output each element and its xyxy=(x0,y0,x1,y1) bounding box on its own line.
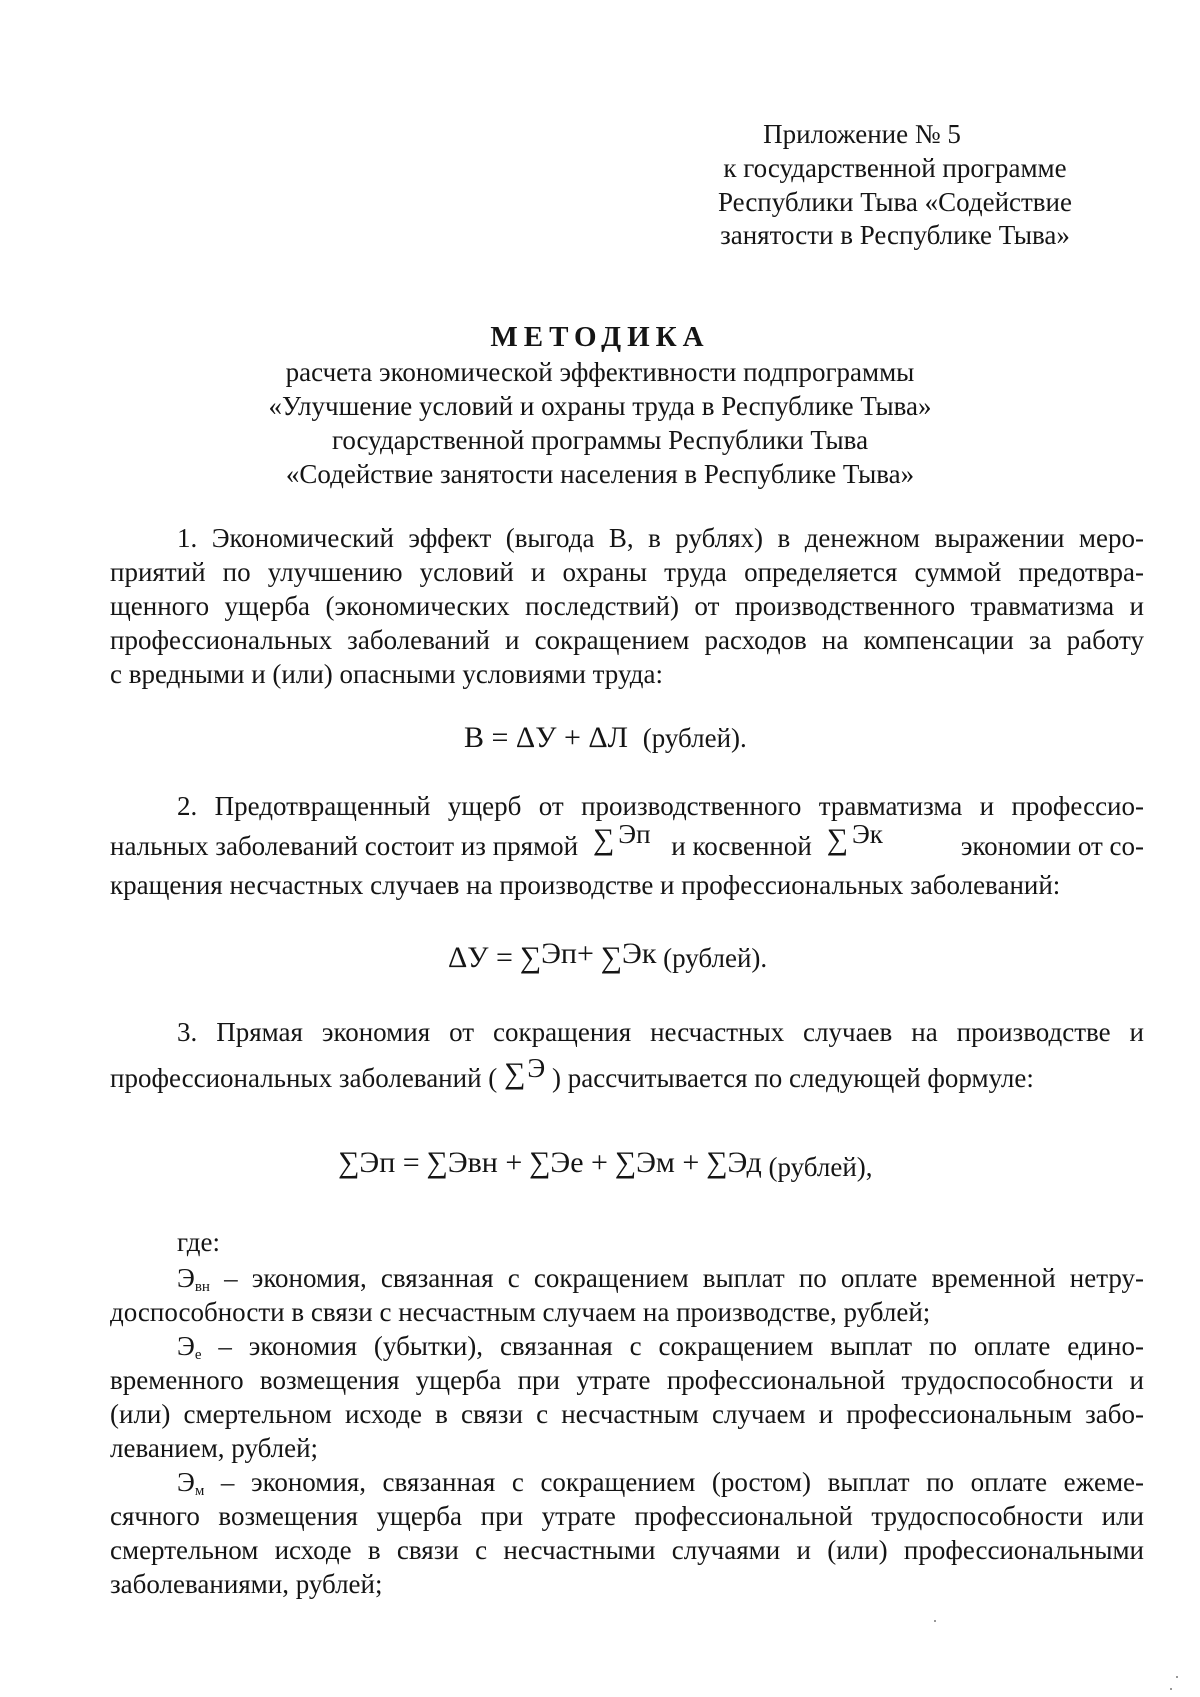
text-run: профессиональных заболеваний ( xyxy=(110,1063,498,1093)
sum-term: Э xyxy=(527,1053,546,1083)
symbol: $Э_м$ xyxy=(177,1467,205,1499)
sum-sign: ∑ xyxy=(706,1146,728,1179)
symbol: $Э_е$ xyxy=(177,1331,202,1363)
definition-line: (или) смертельном исходе в связи с несчастным случаем и профессиональным забо- xyxy=(110,1399,1144,1429)
formula-unit: (рублей). xyxy=(663,943,768,973)
sum-term: Эп = xyxy=(359,1146,420,1179)
formula-lhs: В = ΔУ + ΔЛ xyxy=(464,721,629,754)
paragraph-line: 3. Прямая экономия от сокращения несчастных случаев на производстве и xyxy=(177,1017,1144,1047)
title-heading: МЕТОДИКА xyxy=(490,321,710,353)
sum-term: Эд xyxy=(727,1146,762,1179)
symbol: $Э_{вн}$ xyxy=(177,1263,210,1295)
paragraph-line: с вредными и (или) опасными условиями труда: xyxy=(110,659,663,689)
sum-sign: ∑ xyxy=(826,823,848,856)
paragraph-line: кращения несчастных случаев на производстве и профессиональных заболеваний: xyxy=(110,870,1061,900)
definition-line: смертельном исходе в связи с несчастными случаями и (или) профессиональными xyxy=(110,1535,1144,1565)
sum-term: Эп+ xyxy=(541,937,594,970)
title-line: «Улучшение условий и охраны труда в Республике Тыва» xyxy=(268,391,932,421)
formula-prevented-damage xyxy=(448,937,768,974)
paragraph-line: приятий по улучшению условий и охраны труда определяется суммой предотвра- xyxy=(110,557,1144,587)
formula-direct-savings xyxy=(338,1146,873,1182)
definition-line: сячного возмещения ущерба при утрате профессиональной трудоспособности или xyxy=(110,1501,1144,1531)
sum-sign: ∑ xyxy=(614,1146,637,1179)
sum-term: Эк xyxy=(622,937,657,970)
definition-line: $Э_{вн}$ – экономия, связанная с сокращением выплат по оплате временной нетру- xyxy=(177,1263,1145,1295)
scan-speck xyxy=(1176,1676,1178,1678)
text-run: ) рассчитывается по следующей формуле: xyxy=(552,1063,1034,1093)
paragraph-line-with-sum xyxy=(110,1053,1034,1094)
definition-line: доспособности в связи с несчастным случаем на производстве, рублей; xyxy=(110,1297,931,1327)
paragraph-line: 1. Экономический эффект (выгода В, в рублях) в денежном выражении меро- xyxy=(177,523,1144,553)
text-run: и косвенной xyxy=(671,831,812,861)
sum-sign: ∑ xyxy=(519,941,542,974)
definition-line: $Э_е$ – экономия (убытки), связанная с сокращением выплат по оплате едино- xyxy=(177,1331,1145,1363)
paragraph-line-with-sums xyxy=(110,819,1144,862)
paragraph-line: щенного ущерба (экономических последствий) от производственного травматизма и xyxy=(110,591,1144,621)
text-run: экономии от со- xyxy=(960,831,1144,861)
sum-sign: ∑ xyxy=(338,1146,360,1179)
text-run: нальных заболеваний состоит из прямой xyxy=(110,831,579,861)
appendix-line: к государственной программе xyxy=(723,153,1067,183)
title-line: государственной программы Республики Тыва xyxy=(331,425,869,455)
formula-benefit xyxy=(464,722,747,754)
appendix-line: занятости в Республике Тыва» xyxy=(720,220,1070,250)
where-label: где: xyxy=(177,1227,220,1257)
sum-sign: ∑ xyxy=(592,823,615,856)
sum-sign: ∑ xyxy=(600,941,623,974)
appendix-line: Республики Тыва «Содействие xyxy=(718,187,1072,217)
definition-line: временного возмещения ущерба при утрате профессиональной трудоспособности и xyxy=(110,1365,1144,1395)
title-line: расчета экономической эффективности подпрограммы xyxy=(285,357,915,387)
title-line: «Содействие занятости населения в Республике Тыва» xyxy=(285,459,915,489)
sum-term: Эк xyxy=(851,819,883,849)
definition-line: леванием, рублей; xyxy=(110,1433,319,1463)
sum-term: Эм + xyxy=(636,1146,700,1179)
appendix-number: Приложение № 5 xyxy=(763,119,961,149)
formula-lhs: ΔУ = xyxy=(448,941,513,974)
formula-unit: (рублей). xyxy=(642,723,747,753)
sum-sign: ∑ xyxy=(426,1146,448,1179)
definition-line: $Э_м$ – экономия, связанная с сокращением (ростом) выплат по оплате ежеме- xyxy=(177,1467,1145,1499)
paragraph-line: 2. Предотвращенный ущерб от производственного травматизма и профессио- xyxy=(177,791,1144,821)
sum-sign: ∑ xyxy=(529,1146,551,1179)
definition-line: заболеваниями, рублей; xyxy=(110,1569,383,1599)
scan-speck xyxy=(934,1620,936,1622)
formula-unit: (рублей), xyxy=(768,1152,873,1182)
scan-speck xyxy=(1170,1688,1172,1690)
sum-term: Эп xyxy=(618,819,651,849)
sum-sign: ∑ xyxy=(504,1057,526,1090)
paragraph-line: профессиональных заболеваний и сокращением расходов на компенсации за работу xyxy=(110,625,1144,655)
sum-term: Эвн + xyxy=(447,1146,523,1179)
sum-term: Эе + xyxy=(550,1146,608,1179)
